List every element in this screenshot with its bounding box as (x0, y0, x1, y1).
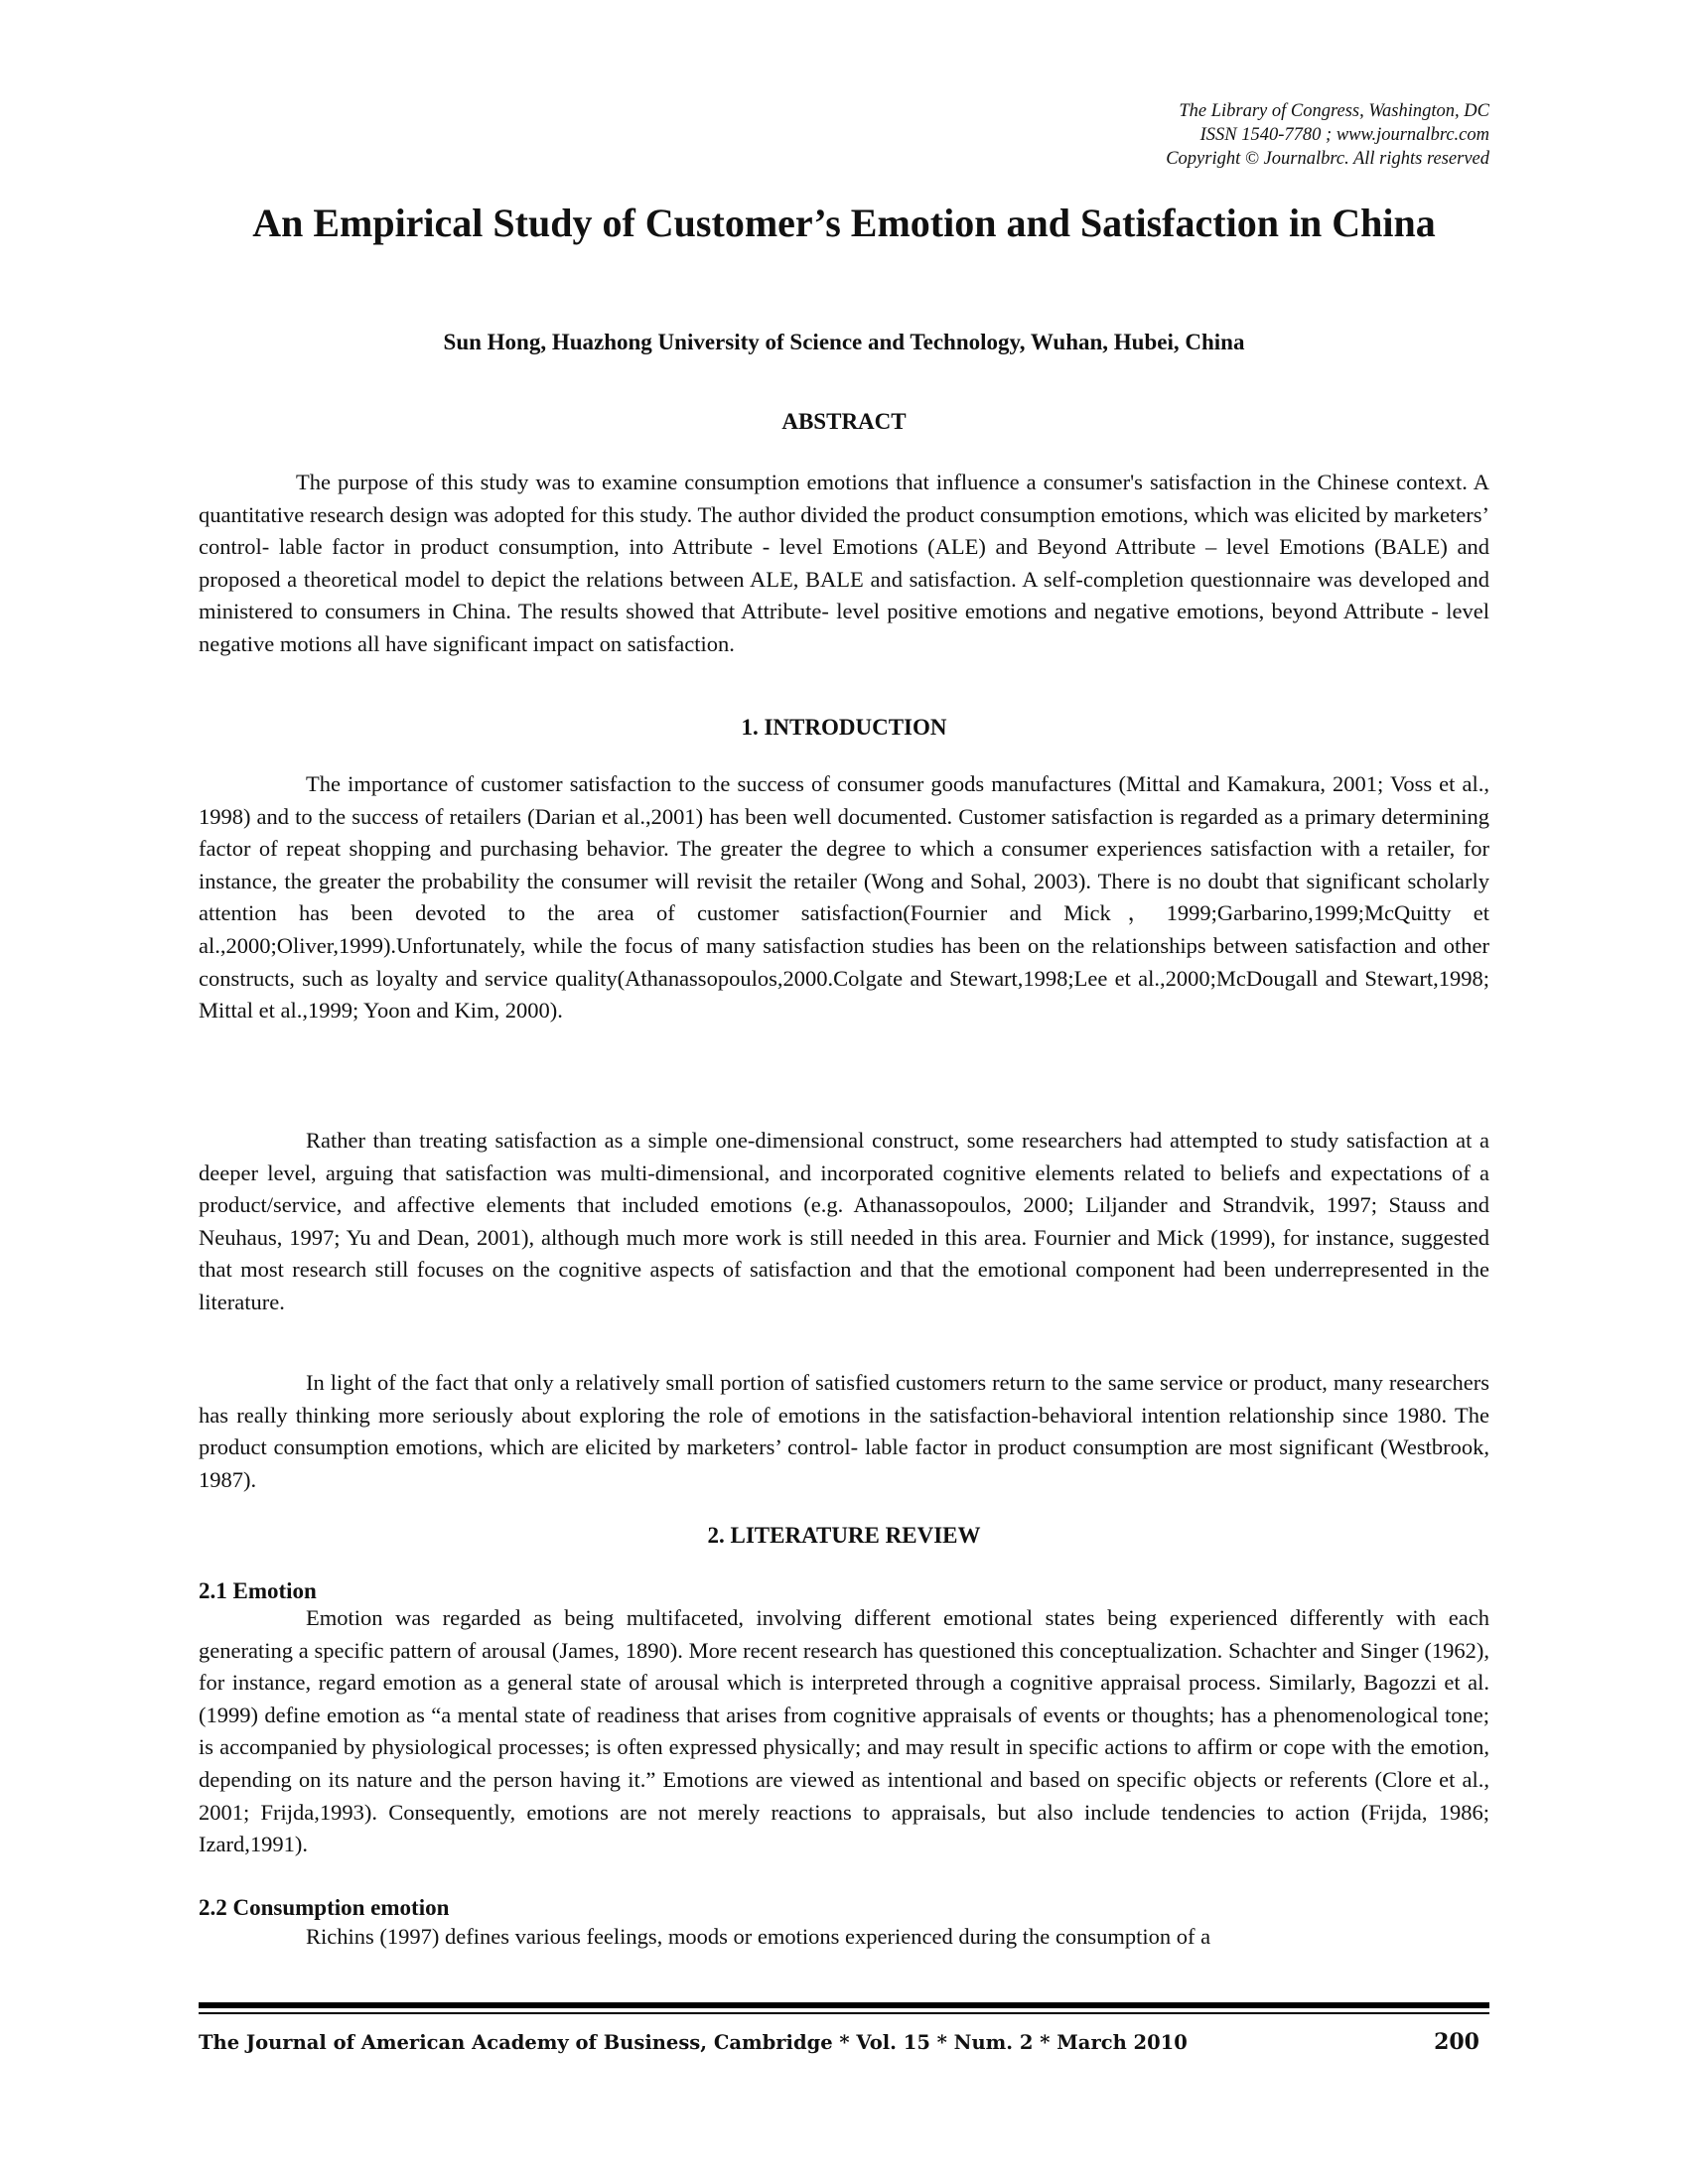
publisher-header (794, 99, 1489, 171)
header-line-library: The Library of Congress, Washington, DC (1179, 101, 1489, 121)
section-2-1-heading: 2.1 Emotion (199, 1578, 317, 1603)
abstract-text: The purpose of this study was to examine consumption emotions that influence a consumer's satisfaction in the Chinese context. A quantitative research design was adopted for this study. The author divided the product consumption emotions, which was elicited by marketers’ control- lable factor in product consumption, into Attribute - level Emotions (ALE) and Beyond Attribute – level Emotions (BALE) and proposed a theoretical model to depict the relations between ALE, BALE and satisfaction. A self-completion questionnaire was developed and ministered to consumers in China. The results showed that Attribute- level positive emotions and negative emotions, beyond Attribute - level negative motions all have significant impact on satisfaction. (199, 470, 1489, 656)
literature-review-heading: 2. LITERATURE REVIEW (707, 1523, 981, 1548)
header-line-copyright: Copyright © Journalbrc. All rights reserved (1166, 149, 1489, 169)
introduction-paragraph-2: Rather than treating satisfaction as a simple one-dimensional construct, some researchers had attempted to study satisfaction at a deeper level, arguing that satisfaction was multi-dimensional, and incorporated cognitive elements related to beliefs and expectations of a product/service, and affective elements that included emotions (e.g. Athanassopoulos, 2000; Liljander and Strandvik, 1997; Stauss and Neuhaus, 1997; Yu and Dean, 2001), although much more work is still needed in this area. Fournier and Mick (1999), for instance, suggested that most research still focuses on the cognitive aspects of satisfaction and that the emotional component had been underrepresented in the literature. (199, 1128, 1489, 1314)
introduction-heading: 1. INTRODUCTION (741, 715, 947, 740)
journal-footer: The Journal of American Academy of Business, Cambridge * Vol. 15 * Num. 2 * March 2010 (199, 2031, 1188, 2054)
introduction-paragraph-3: In light of the fact that only a relatively small portion of satisfied customers return to the same service or product, many researchers has really thinking more seriously about exploring the role of emotions in the satisfaction-behavioral intention relationship since 1980. The product consumption emotions, which are elicited by marketers’ control- lable factor in product consumption are most significant (Westbrook, 1987). (199, 1370, 1489, 1492)
section-2-1-text: Emotion was regarded as being multifaceted, involving different emotional states being experienced differently with each generating a specific pattern of arousal (James, 1890). More recent research has questioned this conceptualization. Schachter and Singer (1962), for instance, regard emotion as a general state of arousal which is interpreted through a cognitive appraisal process. Similarly, Bagozzi et al.(1999) define emotion as “a mental state of readiness that arises from cognitive appraisals of events or thoughts; has a phenomenological tone; is accompanied by physiological processes; is often expressed physically; and may result in specific actions to affirm or cope with the emotion, depending on its nature and the person having it.” Emotions are viewed as intentional and based on specific objects or referents (Clore et al., 2001; Frijda,1993). Consequently, emotions are not merely reactions to appraisals, but also include tendencies to action (Frijda, 1986; Izard,1991). (199, 1605, 1489, 1857)
section-2-2-heading: 2.2 Consumption emotion (199, 1895, 450, 1920)
page-number: 200 (1434, 2029, 1479, 2055)
footer-rule-thin (199, 2012, 1489, 2014)
abstract-heading: ABSTRACT (781, 409, 907, 434)
author-affiliation: Sun Hong, Huazhong University of Science and Technology, Wuhan, Hubei, China (443, 330, 1245, 354)
paper-title: An Empirical Study of Customer’s Emotion and Satisfaction in China (252, 201, 1436, 245)
introduction-paragraph-1: The importance of customer satisfaction to the success of consumer goods manufactures (Mittal and Kamakura, 2001; Voss et al., 1998) and to the success of retailers (Darian et al.,2001) has been well documented. Customer satisfaction is regarded as a primary determining factor of repeat shopping and purchasing behavior. The greater the degree to which a consumer experiences satisfaction with a retailer, for instance, the greater the probability the consumer will revisit the retailer (Wong and Sohal, 2003). There is no doubt that significant scholarly attention has been devoted to the area of customer satisfaction(Fournier and Mick，1999;Garbarino,1999;McQuitty et al.,2000;Oliver,1999).Unfortunately, while the focus of many satisfaction studies has been on the relationships between satisfaction and other constructs, such as loyalty and service quality(Athanassopoulos,2000.Colgate and Stewart,1998;Lee et al.,2000;McDougall and Stewart,1998; Mittal et al.,1999; Yoon and Kim, 2000). (199, 771, 1489, 1024)
footer-rule-thick (199, 2002, 1489, 2008)
section-2-2-text: Richins (1997) defines various feelings, moods or emotions experienced during the consumption of a (306, 1924, 1211, 1949)
header-line-issn: ISSN 1540-7780 ; www.journalbrc.com (1199, 125, 1489, 145)
